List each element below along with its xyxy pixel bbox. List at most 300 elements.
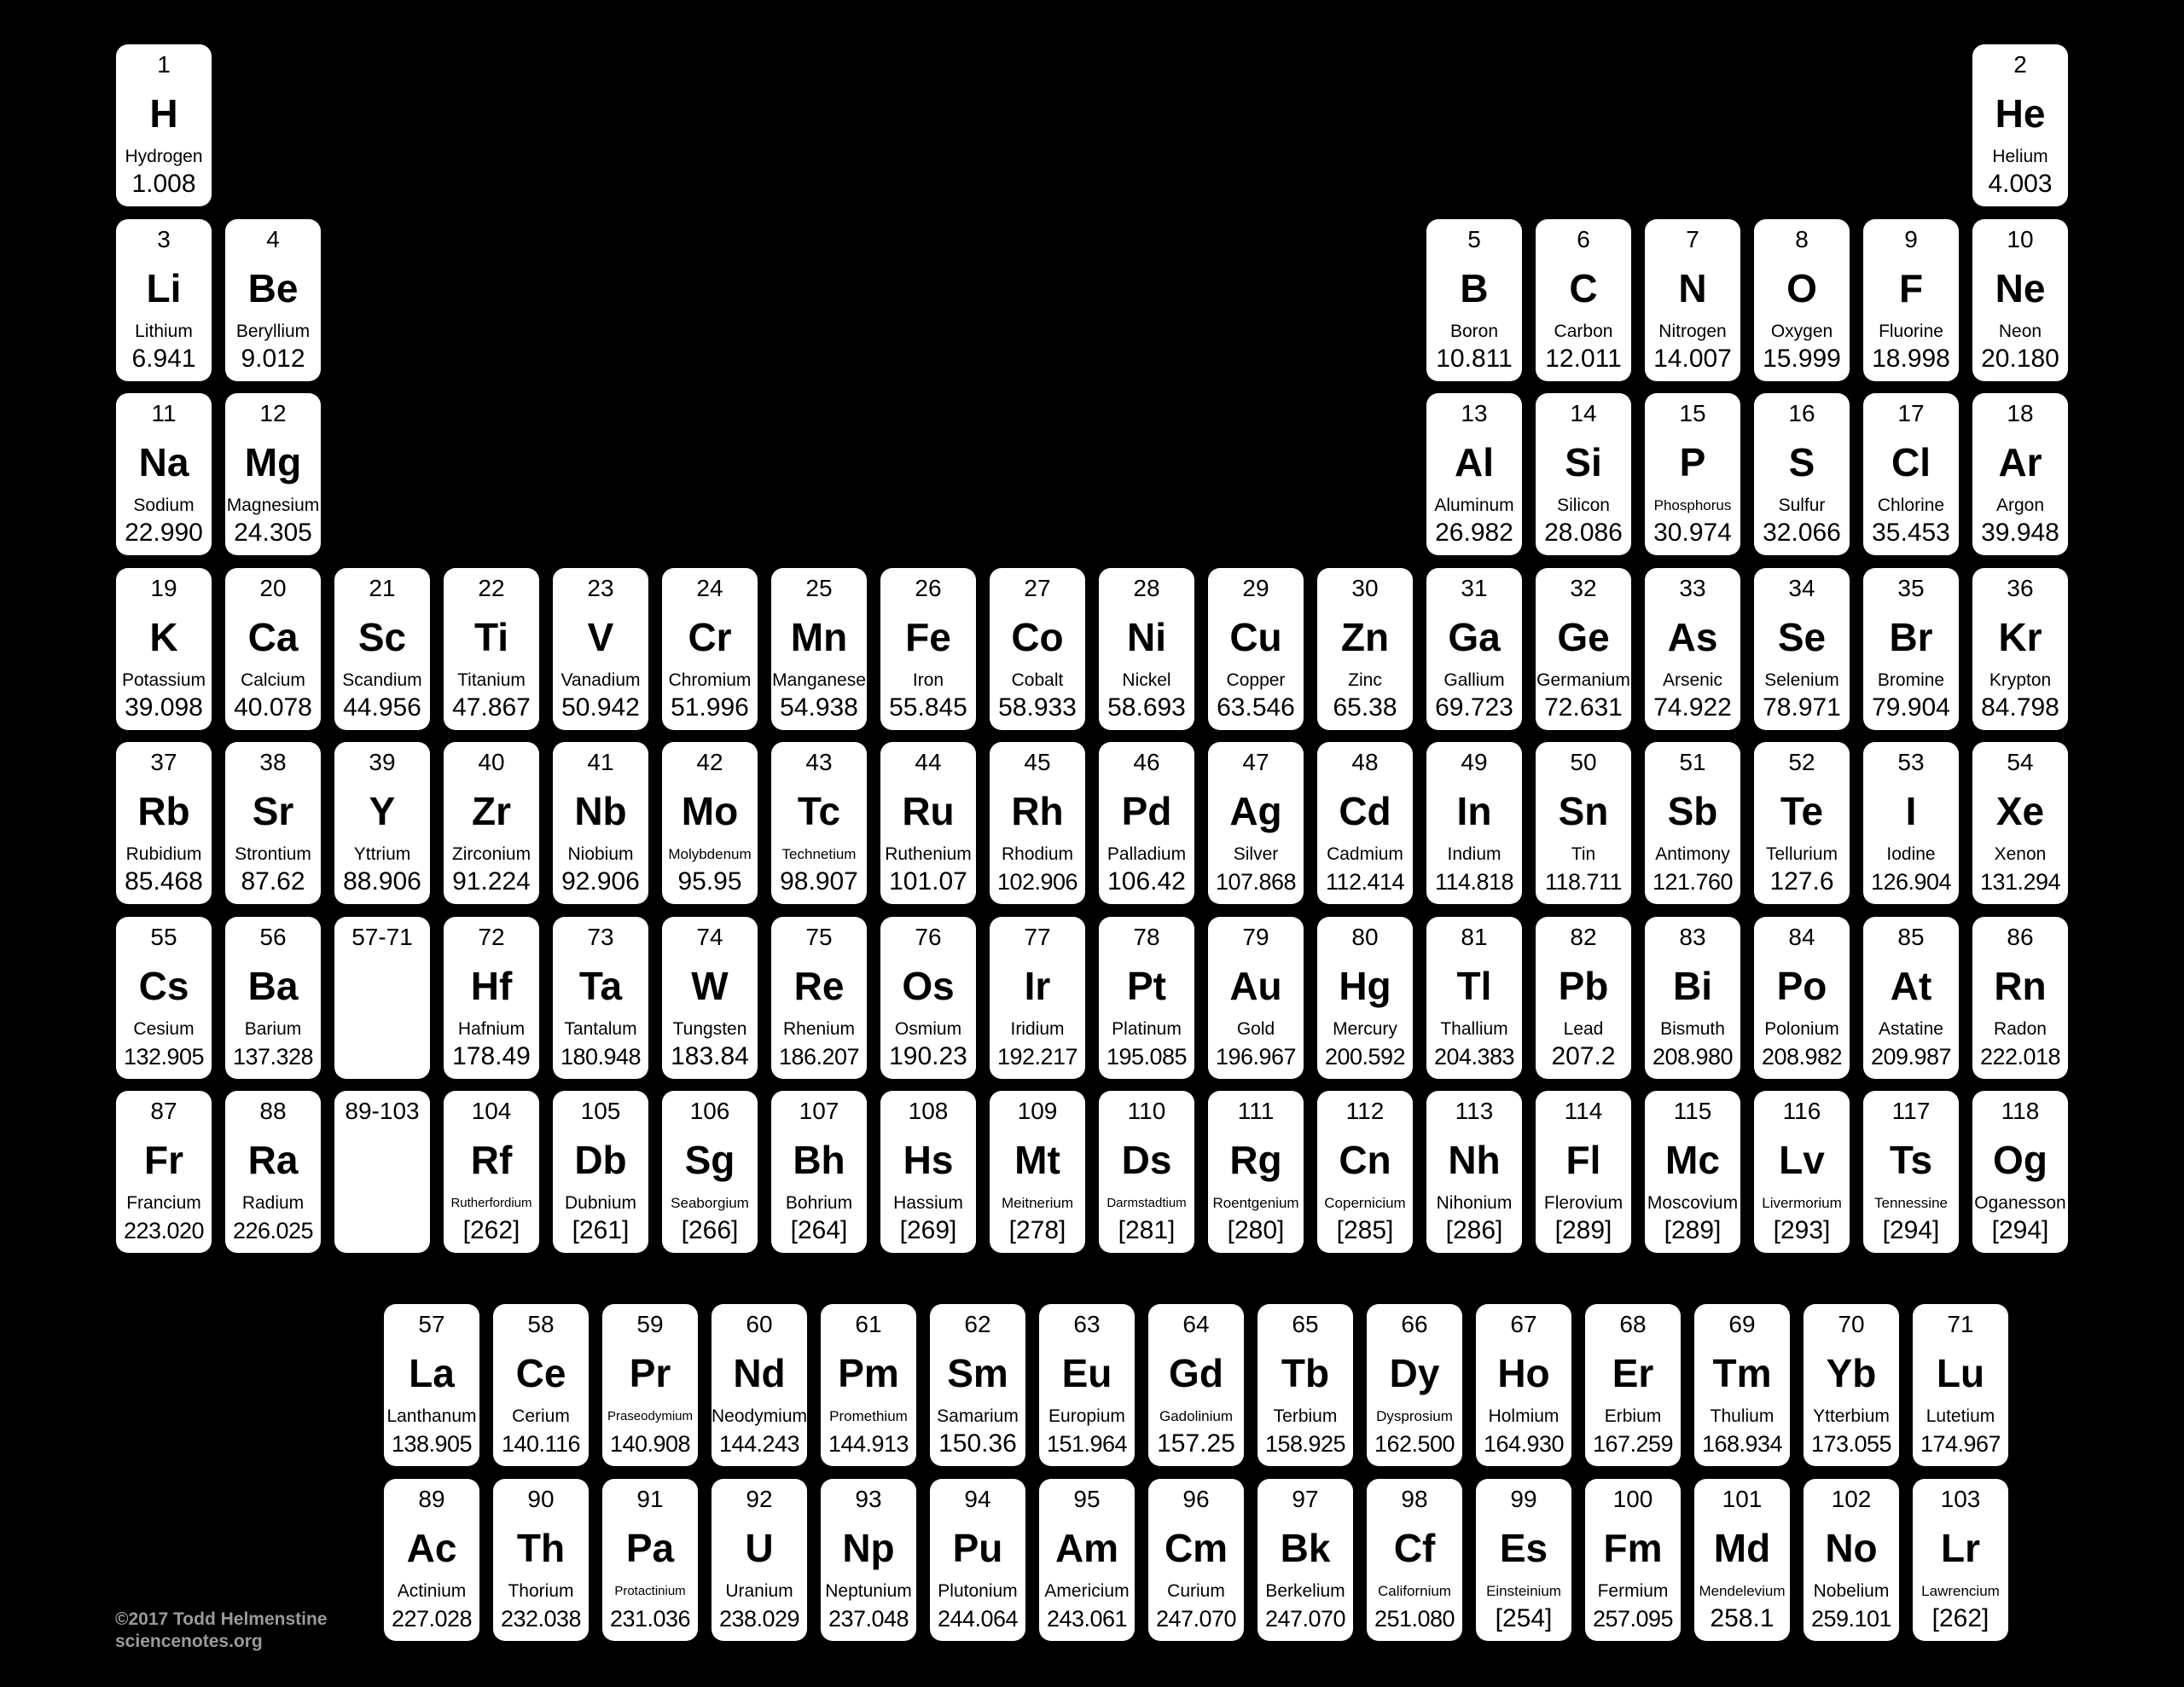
atomic-number: 25	[805, 575, 833, 601]
element-cell-br	[1863, 568, 1959, 730]
atomic-number: 117	[1891, 1098, 1931, 1124]
element-symbol: Ag	[1229, 789, 1282, 833]
element-symbol: Cl	[1891, 440, 1931, 484]
element-cell-ar	[1972, 393, 2068, 555]
element-name: Lawrencium	[1921, 1583, 2000, 1599]
element-name: Praseodymium	[607, 1409, 694, 1423]
element-symbol: Y	[369, 789, 396, 833]
element-symbol: H	[149, 91, 178, 136]
element-cell-ac	[384, 1479, 479, 1641]
element-cell-nd	[712, 1304, 807, 1466]
atomic-number: 18	[2007, 400, 2034, 426]
element-cell-ge	[1536, 568, 1631, 730]
element-name: Nickel	[1122, 670, 1171, 690]
element-symbol: Co	[1011, 615, 1064, 659]
atomic-number: 69	[1728, 1311, 1756, 1337]
element-cell-fm	[1585, 1479, 1681, 1641]
atomic-number: 30	[1351, 575, 1379, 601]
element-cell-ce	[493, 1304, 589, 1466]
element-symbol: Md	[1713, 1526, 1771, 1570]
atomic-mass: 200.592	[1324, 1044, 1406, 1070]
element-symbol: Au	[1229, 964, 1282, 1008]
element-cell-i	[1863, 742, 1959, 904]
element-name: Sodium	[133, 496, 195, 515]
element-cell-la	[384, 1304, 479, 1466]
element-cell-rn	[1972, 917, 2068, 1079]
element-name: Oxygen	[1770, 322, 1833, 341]
element-name: Barium	[244, 1019, 302, 1039]
atomic-number: 83	[1679, 924, 1706, 950]
element-name: Bromine	[1877, 670, 1945, 690]
element-cell-rh	[990, 742, 1085, 904]
element-symbol: Bi	[1673, 964, 1712, 1008]
element-cell-se	[1754, 568, 1850, 730]
atomic-number: 54	[2007, 749, 2034, 775]
element-cell-cf	[1367, 1479, 1462, 1641]
atomic-number: 116	[1782, 1098, 1821, 1124]
element-symbol: Pd	[1121, 789, 1172, 833]
element-symbol: Nd	[733, 1351, 786, 1395]
atomic-number: 42	[696, 749, 723, 775]
atomic-number: 9	[1904, 226, 1918, 252]
atomic-number: 99	[1510, 1486, 1537, 1512]
element-cell-cu	[1208, 568, 1304, 730]
element-cell-fl	[1536, 1091, 1631, 1253]
atomic-number: 49	[1461, 749, 1488, 775]
element-symbol: Sn	[1558, 789, 1609, 833]
atomic-number: 4	[266, 226, 280, 252]
element-name: Hydrogen	[125, 147, 203, 166]
atomic-mass: 238.029	[718, 1606, 800, 1632]
element-cell-rb	[116, 742, 212, 904]
atomic-mass: 79.904	[1872, 693, 1950, 722]
atomic-mass: 114.818	[1434, 869, 1514, 895]
element-name: Tin	[1571, 844, 1596, 864]
atomic-number: 10	[2007, 226, 2034, 252]
atomic-number: 110	[1127, 1098, 1166, 1124]
element-symbol: B	[1460, 266, 1489, 310]
element-symbol: W	[691, 964, 729, 1008]
element-name: Tungsten	[672, 1019, 747, 1039]
atomic-number: 8	[1795, 226, 1809, 252]
atomic-number: 67	[1510, 1311, 1537, 1337]
atomic-number: 50	[1570, 749, 1597, 775]
atomic-number: 101	[1722, 1486, 1763, 1512]
element-name: Tellurium	[1765, 844, 1838, 864]
atomic-number: 72	[478, 924, 505, 950]
element-name: Ruthenium	[885, 844, 972, 864]
atomic-mass: 247.070	[1155, 1606, 1237, 1632]
element-symbol: Mn	[790, 615, 848, 659]
credit-line-1: ©2017 Todd Helmenstine	[115, 1609, 328, 1629]
element-cell-no	[1804, 1479, 1899, 1641]
element-name: Yttrium	[353, 844, 411, 864]
element-cell-cm	[1148, 1479, 1244, 1641]
atomic-mass: 18.998	[1872, 345, 1950, 373]
placeholder-cell-89-103	[334, 1091, 430, 1253]
atomic-mass: 30.974	[1653, 519, 1732, 547]
element-cell-os	[880, 917, 976, 1079]
element-name: Mercury	[1333, 1019, 1397, 1039]
element-name: Magnesium	[226, 496, 320, 515]
atomic-number: 64	[1182, 1311, 1210, 1337]
element-symbol: O	[1786, 266, 1817, 310]
element-name: Antimony	[1655, 844, 1730, 864]
atomic-number: 27	[1024, 575, 1051, 601]
atomic-number: 111	[1237, 1098, 1275, 1124]
element-name: Americium	[1044, 1581, 1130, 1601]
atomic-number: 108	[908, 1098, 949, 1124]
atomic-mass: 157.25	[1157, 1429, 1235, 1458]
element-symbol: Ir	[1024, 964, 1051, 1008]
element-name: Neon	[1998, 322, 2042, 341]
atomic-number: 103	[1940, 1486, 1981, 1512]
element-symbol: Np	[842, 1526, 895, 1570]
atomic-number: 109	[1017, 1098, 1058, 1124]
element-cell-eu	[1039, 1304, 1135, 1466]
element-symbol: Rg	[1229, 1138, 1282, 1182]
element-cell-am	[1039, 1479, 1135, 1641]
element-name: Meitnerium	[1001, 1195, 1074, 1211]
atomic-number: 114	[1564, 1098, 1603, 1124]
credit-line-2: sciencenotes.org	[115, 1632, 263, 1651]
element-symbol: Ac	[406, 1526, 457, 1570]
element-name: Zinc	[1348, 670, 1382, 690]
element-cell-cl	[1863, 393, 1959, 555]
atomic-number-range: 89-103	[345, 1098, 420, 1124]
element-symbol: Al	[1455, 440, 1494, 484]
element-name: Dysprosium	[1376, 1408, 1453, 1424]
element-symbol: Ne	[1995, 266, 2046, 310]
atomic-number: 58	[527, 1311, 555, 1337]
element-cell-kr	[1972, 568, 2068, 730]
element-name: Flerovium	[1543, 1193, 1623, 1213]
element-name: Silicon	[1557, 496, 1610, 515]
element-cell-h	[116, 44, 212, 206]
element-name: Iron	[912, 670, 944, 690]
atomic-number: 41	[587, 749, 614, 775]
atomic-number: 95	[1073, 1486, 1101, 1512]
element-name: Neodymium	[711, 1406, 808, 1426]
atomic-mass: 167.259	[1592, 1431, 1674, 1457]
element-symbol: La	[409, 1351, 455, 1395]
atomic-number: 20	[259, 575, 287, 601]
element-name: Lutetium	[1926, 1406, 1995, 1426]
atomic-number: 39	[369, 749, 396, 775]
atomic-number: 94	[964, 1486, 991, 1512]
element-name: Bismuth	[1660, 1019, 1725, 1039]
element-cell-pb	[1536, 917, 1631, 1079]
element-symbol: He	[1995, 91, 2046, 136]
element-symbol: Mc	[1665, 1138, 1720, 1182]
element-cell-xe	[1972, 742, 2068, 904]
atomic-number: 34	[1788, 575, 1815, 601]
atomic-mass: 127.6	[1769, 867, 1834, 896]
atomic-mass: 39.098	[125, 693, 203, 722]
atomic-number: 62	[964, 1311, 991, 1337]
atomic-number: 40	[478, 749, 505, 775]
element-symbol: Na	[138, 440, 189, 484]
element-symbol: Os	[902, 964, 955, 1008]
atomic-mass: 39.948	[1981, 519, 2059, 547]
atomic-mass: 65.38	[1333, 693, 1397, 722]
element-symbol: Fr	[144, 1138, 183, 1182]
atomic-number: 96	[1182, 1486, 1210, 1512]
element-name: Fermium	[1597, 1581, 1669, 1601]
atomic-number: 118	[2001, 1098, 2040, 1124]
element-symbol: Pt	[1127, 964, 1166, 1008]
element-name: Livermorium	[1762, 1195, 1842, 1211]
element-cell-dy	[1367, 1304, 1462, 1466]
atomic-number: 79	[1242, 924, 1269, 950]
element-name: Nobelium	[1813, 1581, 1890, 1601]
element-name: Fluorine	[1879, 322, 1943, 341]
element-cell-ga	[1426, 568, 1522, 730]
element-symbol: Be	[247, 266, 299, 310]
element-name: Iodine	[1886, 844, 1936, 864]
element-cell-w	[662, 917, 758, 1079]
element-cell-ni	[1099, 568, 1194, 730]
atomic-mass: 98.907	[780, 867, 858, 896]
element-cell-na	[116, 393, 212, 555]
element-symbol: Cf	[1393, 1526, 1436, 1570]
element-name: Cobalt	[1011, 670, 1064, 690]
element-symbol: Am	[1054, 1526, 1119, 1570]
element-symbol: Br	[1889, 615, 1933, 659]
element-symbol: C	[1569, 266, 1598, 310]
atomic-mass: 178.49	[452, 1042, 531, 1070]
element-cell-li	[116, 219, 212, 381]
element-cell-tc	[771, 742, 867, 904]
atomic-number: 44	[915, 749, 942, 775]
element-symbol: K	[149, 615, 178, 659]
element-symbol: Sg	[684, 1138, 735, 1182]
element-name: Uranium	[725, 1581, 793, 1601]
element-symbol: Zr	[472, 789, 511, 833]
atomic-number: 63	[1073, 1311, 1101, 1337]
element-symbol: Fm	[1603, 1526, 1663, 1570]
atomic-number: 29	[1242, 575, 1269, 601]
element-symbol: Pr	[629, 1351, 671, 1395]
element-cell-hf	[444, 917, 539, 1079]
element-symbol: Lv	[1779, 1138, 1825, 1182]
atomic-mass: 173.055	[1810, 1431, 1892, 1457]
element-cell-he	[1972, 44, 2068, 206]
element-cell-lr	[1913, 1479, 2008, 1641]
element-cell-yb	[1804, 1304, 1899, 1466]
element-name: Krypton	[1989, 670, 2052, 690]
atomic-mass: 58.933	[998, 693, 1077, 722]
atomic-mass: 54.938	[780, 693, 858, 722]
atomic-number: 68	[1619, 1311, 1647, 1337]
atomic-mass: 35.453	[1872, 519, 1950, 547]
atomic-mass: 118.711	[1544, 869, 1623, 895]
element-symbol: Yb	[1826, 1351, 1877, 1395]
atomic-number: 55	[150, 924, 177, 950]
element-symbol: Rb	[137, 789, 190, 833]
element-symbol: Li	[146, 266, 182, 310]
element-cell-pa	[602, 1479, 698, 1641]
element-symbol: Rf	[470, 1138, 513, 1182]
element-cell-bi	[1645, 917, 1740, 1079]
atomic-mass: [294]	[1882, 1216, 1940, 1244]
atomic-mass: 4.003	[1988, 170, 2053, 198]
element-name: Titanium	[457, 670, 526, 690]
element-symbol: Ca	[247, 615, 299, 659]
atomic-number: 19	[150, 575, 177, 601]
atomic-number: 104	[471, 1098, 512, 1124]
atomic-mass: 168.934	[1701, 1431, 1783, 1457]
element-cell-re	[771, 917, 867, 1079]
atomic-number: 91	[636, 1486, 664, 1512]
atomic-number: 56	[259, 924, 287, 950]
atomic-mass: [261]	[572, 1216, 630, 1244]
element-symbol: Fe	[905, 615, 951, 659]
element-name: Carbon	[1554, 322, 1613, 341]
atomic-mass: 232.038	[500, 1606, 582, 1632]
atomic-mass: 91.224	[452, 867, 531, 896]
element-name: Boron	[1449, 322, 1499, 341]
element-symbol: Bk	[1280, 1526, 1331, 1570]
atomic-mass: 72.631	[1544, 693, 1623, 722]
element-cell-er	[1585, 1304, 1681, 1466]
atomic-number: 24	[696, 575, 723, 601]
atomic-number: 22	[478, 575, 505, 601]
atomic-number: 12	[259, 400, 287, 426]
element-cell-ir	[990, 917, 1085, 1079]
element-cell-ta	[553, 917, 648, 1079]
element-symbol: Xe	[1995, 789, 2045, 833]
element-name: Gold	[1236, 1019, 1275, 1039]
atomic-mass: 247.070	[1264, 1606, 1346, 1632]
atomic-mass: 190.23	[889, 1042, 967, 1070]
element-cell-nh	[1426, 1091, 1522, 1253]
element-name: Chlorine	[1877, 496, 1945, 515]
element-cell-ti	[444, 568, 539, 730]
element-symbol: Ts	[1889, 1138, 1933, 1182]
element-symbol: Sr	[252, 789, 294, 833]
element-symbol: I	[1905, 789, 1917, 833]
element-symbol: At	[1890, 964, 1932, 1008]
atomic-mass: 55.845	[889, 693, 967, 722]
element-cell-au	[1208, 917, 1304, 1079]
element-cell-co	[990, 568, 1085, 730]
atomic-number: 52	[1788, 749, 1815, 775]
element-cell-sc	[334, 568, 430, 730]
element-name: Nitrogen	[1658, 322, 1727, 341]
element-symbol: P	[1679, 440, 1706, 484]
atomic-mass: 1.008	[131, 170, 196, 198]
element-symbol: Zn	[1340, 615, 1390, 659]
element-symbol: Ba	[247, 964, 299, 1008]
element-cell-tm	[1694, 1304, 1790, 1466]
element-cell-cn	[1317, 1091, 1413, 1253]
element-cell-gd	[1148, 1304, 1244, 1466]
element-cell-ne	[1972, 219, 2068, 381]
atomic-mass: [266]	[681, 1216, 739, 1244]
atomic-mass: 144.913	[828, 1431, 909, 1457]
atomic-mass: [269]	[899, 1216, 957, 1244]
element-cell-zr	[444, 742, 539, 904]
atomic-mass: 107.868	[1215, 869, 1297, 895]
element-name: Selenium	[1764, 670, 1839, 690]
element-symbol: Mg	[244, 440, 302, 484]
atomic-number: 5	[1467, 226, 1481, 252]
atomic-mass: 222.018	[1979, 1044, 2061, 1070]
element-cell-be	[225, 219, 321, 381]
element-cell-og	[1972, 1091, 2068, 1253]
atomic-mass: 47.867	[452, 693, 531, 722]
element-cell-sr	[225, 742, 321, 904]
element-cell-sg	[662, 1091, 758, 1253]
atomic-number: 15	[1679, 400, 1706, 426]
atomic-number: 78	[1133, 924, 1160, 950]
atomic-number: 32	[1570, 575, 1597, 601]
element-symbol: Er	[1612, 1351, 1654, 1395]
atomic-mass: 9.012	[241, 345, 305, 373]
element-cell-nb	[553, 742, 648, 904]
element-name: Silver	[1233, 844, 1279, 864]
element-name: Beryllium	[235, 322, 311, 341]
element-name: Darmstadtium	[1107, 1196, 1187, 1210]
element-name: Rubidium	[125, 844, 202, 864]
element-symbol: Cr	[688, 615, 732, 659]
element-name: Arsenic	[1662, 670, 1723, 690]
atomic-mass: 237.048	[828, 1606, 909, 1632]
atomic-mass: 95.95	[677, 867, 742, 896]
element-symbol: Ge	[1557, 615, 1610, 659]
element-name: Cadmium	[1327, 844, 1403, 864]
atomic-mass: 40.078	[234, 693, 312, 722]
element-cell-sm	[930, 1304, 1025, 1466]
atomic-mass: [289]	[1554, 1216, 1612, 1244]
atomic-mass: 106.42	[1107, 867, 1186, 896]
atomic-mass: 51.996	[671, 693, 749, 722]
element-cell-bh	[771, 1091, 867, 1253]
element-cell-mo	[662, 742, 758, 904]
atomic-mass: 180.948	[560, 1044, 642, 1070]
element-symbol: Sb	[1667, 789, 1718, 833]
atomic-mass: 209.987	[1870, 1044, 1952, 1070]
atomic-mass: 131.294	[1979, 869, 2061, 895]
element-name: Neptunium	[825, 1581, 912, 1601]
atomic-mass: 138.905	[391, 1431, 473, 1457]
atomic-number: 92	[746, 1486, 773, 1512]
element-symbol: Sc	[357, 615, 407, 659]
element-symbol: Ar	[1998, 440, 2042, 484]
element-cell-n	[1645, 219, 1740, 381]
element-symbol: Bh	[793, 1138, 845, 1182]
element-name: Molybdenum	[668, 846, 752, 862]
element-cell-md	[1694, 1479, 1790, 1641]
atomic-mass: 58.693	[1107, 693, 1186, 722]
element-cell-c	[1536, 219, 1631, 381]
atomic-number: 87	[150, 1098, 177, 1124]
element-cell-at	[1863, 917, 1959, 1079]
atomic-number: 43	[805, 749, 833, 775]
element-symbol: Og	[1993, 1138, 2048, 1182]
element-symbol: Cn	[1339, 1138, 1391, 1182]
atomic-mass: 69.723	[1435, 693, 1513, 722]
atomic-number-range: 57-71	[351, 924, 413, 950]
element-symbol: Cs	[138, 964, 189, 1008]
element-name: Radium	[241, 1193, 305, 1213]
atomic-mass: 10.811	[1436, 345, 1513, 373]
element-cell-po	[1754, 917, 1850, 1079]
atomic-number: 84	[1788, 924, 1815, 950]
atomic-mass: 22.990	[125, 519, 203, 547]
element-cell-lu	[1913, 1304, 2008, 1466]
